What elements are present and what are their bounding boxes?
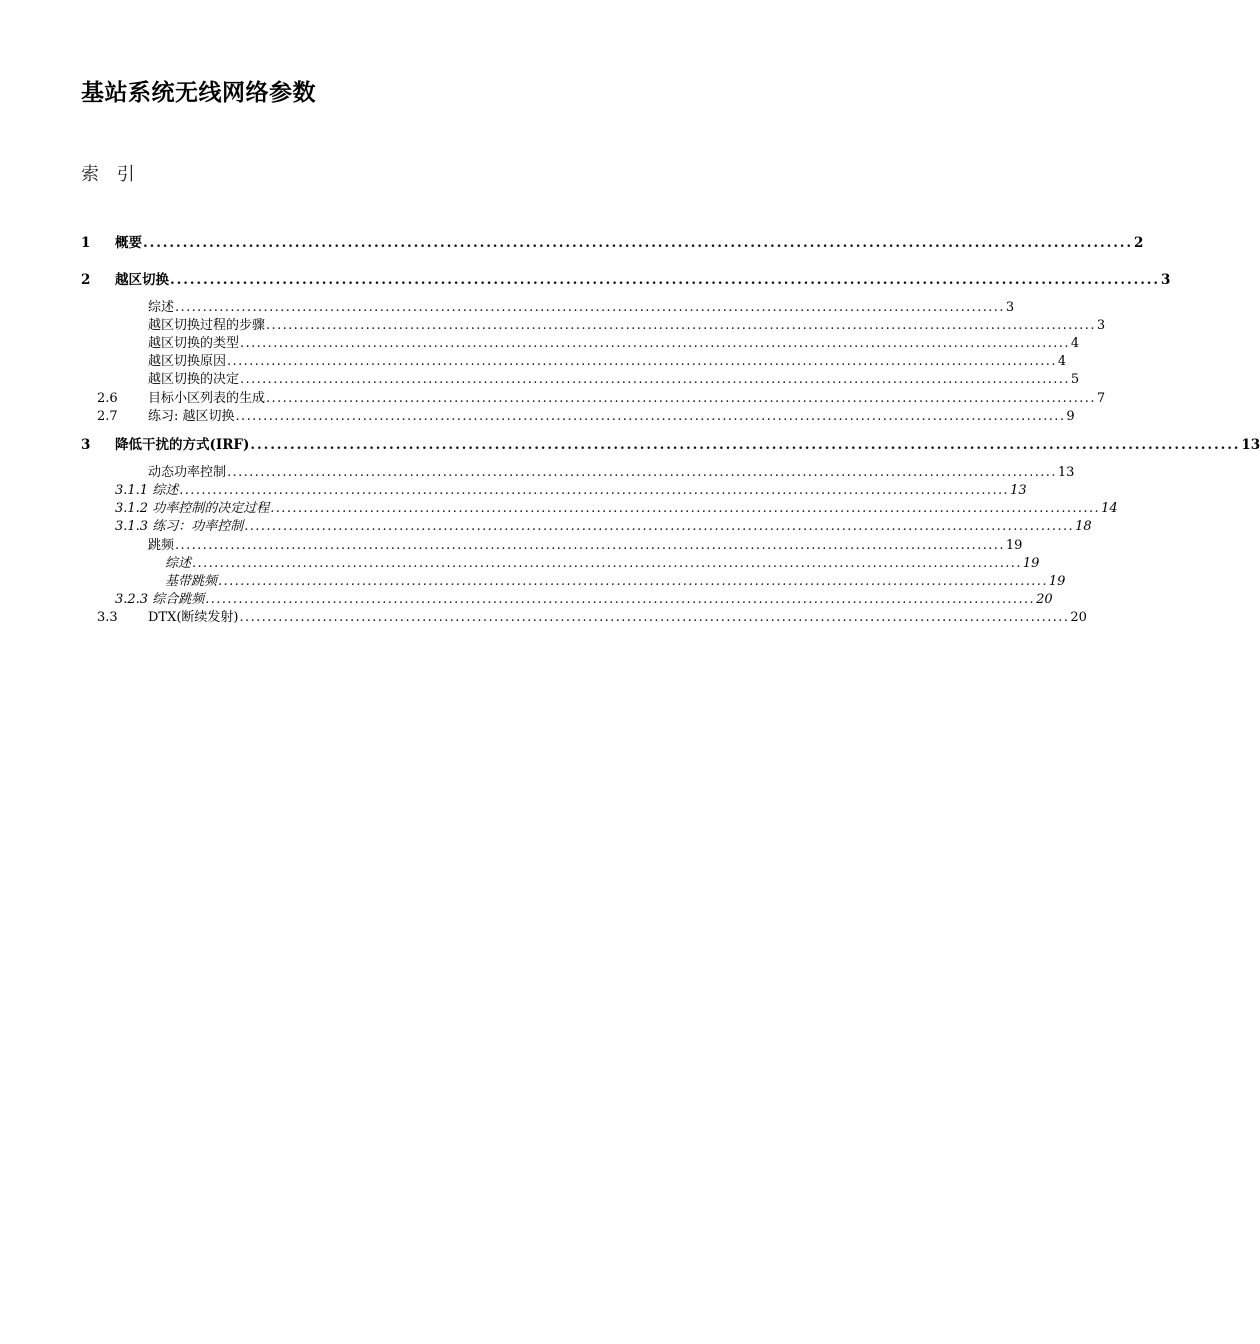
toc-entry-label: 3.1.2 功率控制的决定过程 bbox=[115, 501, 270, 516]
toc-entry-page: 20 bbox=[1036, 592, 1053, 607]
toc-entry[interactable] bbox=[0, 353, 1067, 371]
toc-entry[interactable] bbox=[0, 537, 1023, 555]
toc-entry[interactable] bbox=[0, 408, 1075, 426]
toc-entry-number: 2 bbox=[81, 272, 91, 288]
index-heading: 索 引 bbox=[81, 164, 141, 185]
toc-entry-label: 基带跳频 bbox=[165, 574, 218, 589]
toc-entry-label: 综述 bbox=[165, 556, 192, 571]
toc-entry[interactable] bbox=[0, 573, 1066, 591]
toc-entry-page: 3 bbox=[1005, 300, 1015, 315]
toc-entry[interactable] bbox=[0, 317, 1106, 335]
toc-entry[interactable] bbox=[0, 464, 1075, 482]
toc-entry-label: DTX(断续发射) bbox=[148, 610, 239, 625]
toc-entry[interactable] bbox=[0, 591, 1053, 609]
toc-entry-page: 4 bbox=[1057, 354, 1067, 369]
toc-entry-label: 动态功率控制 bbox=[148, 465, 227, 480]
toc-leader-dots: ...................................................................................................................................................... bbox=[235, 409, 1066, 424]
toc-entry[interactable] bbox=[0, 518, 1092, 536]
toc-entry-label: 越区切换 bbox=[115, 272, 169, 288]
toc-entry-page: 19 bbox=[1048, 574, 1066, 589]
toc-entry[interactable] bbox=[0, 390, 1106, 408]
toc-leader-dots: ...................................................................................................................................................... bbox=[240, 336, 1070, 351]
toc-entry[interactable] bbox=[0, 335, 1080, 353]
toc-entry-label: 3.1.3 练习：功率控制 bbox=[115, 519, 244, 534]
toc-entry-number: 1 bbox=[81, 235, 91, 251]
toc-leader-dots: ...................................................................................................................................................... bbox=[179, 483, 1010, 498]
toc-leader-dots: ...................................................................................................................................................... bbox=[240, 372, 1070, 387]
toc-entry-label: 越区切换的决定 bbox=[148, 372, 240, 387]
toc-leader-dots: ...................................................................................................................................................... bbox=[143, 235, 1133, 251]
toc-entry[interactable] bbox=[0, 609, 1087, 627]
toc-leader-dots: ...................................................................................................................................................... bbox=[266, 318, 1096, 333]
toc-entry-page: 3 bbox=[1161, 272, 1171, 288]
toc-entry-label: 练习: 越区切换 bbox=[148, 409, 235, 424]
toc-leader-dots: ...................................................................................................................................................... bbox=[270, 501, 1101, 516]
toc-entry-label: 3.2.3 综合跳频 bbox=[115, 592, 205, 607]
toc-entry-page: 13 bbox=[1057, 465, 1075, 480]
toc-leader-dots: ...................................................................................................................................................... bbox=[175, 538, 1005, 553]
toc-entry-page: 2 bbox=[1134, 235, 1144, 251]
toc-entry-label: 跳频 bbox=[148, 538, 175, 553]
toc-entry[interactable] bbox=[0, 234, 1144, 252]
toc-entry[interactable] bbox=[0, 436, 1260, 454]
toc-entry-page: 13 bbox=[1010, 483, 1027, 498]
toc-entry-label: 综述 bbox=[148, 300, 175, 315]
toc-entry-label: 目标小区列表的生成 bbox=[148, 391, 266, 406]
toc-entry[interactable] bbox=[0, 371, 1080, 389]
toc-leader-dots: ...................................................................................................................................................... bbox=[175, 300, 1005, 315]
toc-entry-page: 5 bbox=[1070, 372, 1080, 387]
toc-entry-page: 4 bbox=[1070, 336, 1080, 351]
toc-entry-page: 19 bbox=[1022, 556, 1040, 571]
toc-entry[interactable] bbox=[0, 500, 1118, 518]
toc-leader-dots: ...................................................................................................................................................... bbox=[205, 592, 1036, 607]
toc-entry-page: 19 bbox=[1005, 538, 1023, 553]
toc-entry-page: 18 bbox=[1075, 519, 1092, 534]
toc-entry-label: 3.1.1 综述 bbox=[115, 483, 179, 498]
toc-leader-dots: ...................................................................................................................................................... bbox=[227, 354, 1057, 369]
toc-entry-page: 7 bbox=[1096, 391, 1106, 406]
toc-leader-dots: ...................................................................................................................................................... bbox=[250, 437, 1241, 453]
toc-entry-number: 2.6 bbox=[97, 391, 118, 406]
toc-entry-page: 9 bbox=[1066, 409, 1075, 424]
toc-entry[interactable] bbox=[0, 555, 1040, 573]
toc-leader-dots: ...................................................................................................................................................... bbox=[218, 574, 1048, 589]
toc-leader-dots: ...................................................................................................................................................... bbox=[239, 610, 1070, 625]
toc-leader-dots: ...................................................................................................................................................... bbox=[266, 391, 1096, 406]
toc-entry-page: 13 bbox=[1241, 437, 1260, 453]
toc-entry[interactable] bbox=[0, 482, 1027, 500]
toc-entry[interactable] bbox=[0, 271, 1171, 289]
toc-entry-label: 概要 bbox=[115, 235, 142, 251]
toc-entry-label: 越区切换过程的步骤 bbox=[148, 318, 266, 333]
toc-entry-number: 3.3 bbox=[97, 610, 118, 625]
toc-entry-label: 越区切换原因 bbox=[148, 354, 227, 369]
toc-entry-label: 越区切换的类型 bbox=[148, 336, 240, 351]
toc-entry[interactable] bbox=[0, 299, 1015, 317]
toc-entry-label: 降低干扰的方式(IRF) bbox=[115, 437, 250, 453]
toc-leader-dots: ...................................................................................................................................................... bbox=[244, 519, 1075, 534]
toc-entry-page: 20 bbox=[1070, 610, 1087, 625]
toc-entry-page: 14 bbox=[1101, 501, 1118, 516]
toc-leader-dots: ...................................................................................................................................................... bbox=[192, 556, 1022, 571]
toc-leader-dots: ...................................................................................................................................................... bbox=[227, 465, 1057, 480]
document-title: 基站系统无线网络参数 bbox=[81, 79, 316, 106]
toc-entry-number: 2.7 bbox=[97, 409, 118, 424]
toc-leader-dots: ...................................................................................................................................................... bbox=[170, 272, 1160, 288]
toc-entry-number: 3 bbox=[81, 437, 91, 453]
toc-entry-page: 3 bbox=[1096, 318, 1106, 333]
